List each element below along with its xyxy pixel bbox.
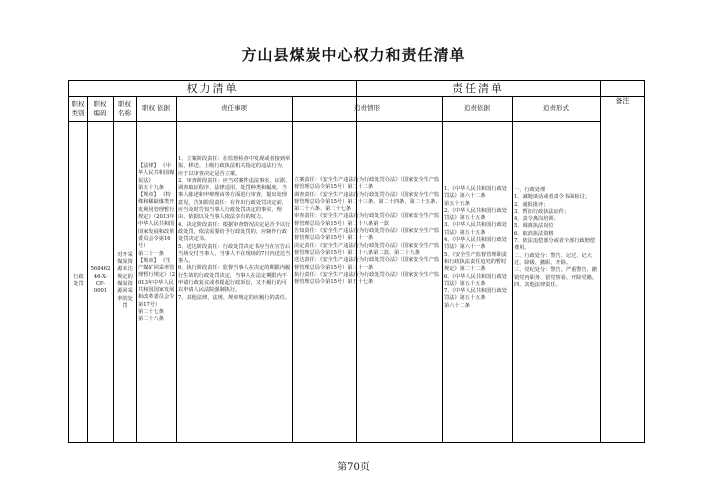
column-header-code: 职权 编码 <box>93 99 107 117</box>
cell-situation: 立案责任：《安全生产违法行为行政处罚办法》（国家安全生产监督管理总局令第15号）第二十二条 调查责任：《安全生产违法行为行政处罚办法》（国家安全生产监督管理总局令第15号）第二十三条、第二十四条、第二十五条、第二十六条、第二十七条 审查责任：《安全生产违法行为行政处罚办法》（国家安全生产监督管理总局令第15号）第二十八条第一款 告知责任：《安全生产违法行为行政处罚办法》（国家安全生产监督管理总局令第15号）第二十一条 决定责任：《安全生产违法行为行政处罚办法》（国家安全生产监督管理总局令第15号）第二十八条第二款、第二十九条 送达责任：《安全生产违法行为行政处罚办法》（国家安全生产监督管理总局令第15号）第三十一条 执行责任：《安全生产违法行为行政处罚办法》（国家安全生产监督管理总局令第15号）第五十七条 <box>294 177 441 286</box>
column-header-form: 追责形式 <box>543 104 569 112</box>
column-header-basis: 职权 依据 <box>141 104 171 112</box>
cell-basis: 【法律】 《中华人民共和国煤炭法》 第五十九条 【规章】 《特殊和稀缺煤类开发利用管理暂行规定》（2013年中华人民共和国国家发展和改革委员会令第16号） 第二十一条 【规章】 《生产煤矿回采率管理暂行规定》（2013年中华人民共和国国家发展和改革委员会令第17号） 第二十七条 第二十八条 <box>138 163 175 323</box>
power-responsibility-table <box>68 80 645 443</box>
column-header-duty: 责任事项 <box>221 104 247 112</box>
cell-form: 一、行政处理 1、减勉谈话或者责令书面检讨； 2、通报批评； 3、暂扣行政执法证件； 4、责令离岗培训； 5、调离执法岗位 6、取消执法资格 7、依法追偿部分或者全部行政赔偿费用。 二、行政处分：警告、记过、记大过、降级、撤职、开除。 三、党纪处分：警告、严重警告、撤销党内职务、留党察看、开除党籍。 四、其他法律责任。 <box>514 187 598 288</box>
cell-code: 568462 46-X- CF- 0001 <box>90 266 111 295</box>
cell-name: 对开采 煤炭资 源未达 规定的 煤炭资 源回采 率的处 罚 <box>117 251 133 309</box>
cell-duty: 1、立案阶段责任：在监督检查中发现或者接到举报、移送、上级行政执法机关指定的违法行为，应于以审查决定是否立案。 2、审查阶段责任：应当对案件违法事实、证据、调查取证程序、法律适用、处罚种类和幅度、当事人陈述和申辩理由等方面进行审查，提出处理意见，告知阶段责任：在作出行政处罚决定前，应当及时告知当事人行政处罚决定的事实、理由、依据以及当事人依法享有的权力。 4、决定阶段责任：根据审查情况决定是否予以行政处罚，依法需要给予行政处罚的，应制作行政处罚决定书。 5、送达阶段责任：行政处罚决定书应当在宣告后当场交付当事人，当事人不在现场的7日内送达当事人。 6、执行阶段责任：监督当事人在决定的期限内履行生效的行政处罚决定，当事人在法定期限内不申请行政复议或者提起行政诉讼，又不履行的可以申请人民法院强制执行。 7、其他法律、法规、规章规定的应履行的责任。 <box>178 156 291 301</box>
responsibility-list-header: 责任清单 <box>452 82 504 95</box>
page-title: 方山县煤炭中心权力和责任清单 <box>241 46 466 64</box>
cell-remark <box>602 123 644 441</box>
column-header-category: 职权 类别 <box>71 99 85 117</box>
cell-accountability-basis: 1、《中华人民共和国行政处罚法》第六十二条 第五十五条 2、《中华人民共和国行政处罚法》第五十五条 3、《中华人民共和国行政处罚法》第五十五条 4、《中华人民共和国行政处罚法》第六十一条 5、《安全生产监督管理职责和行政执法责任追究的暂时规定》第二十二条 6、《中华人民共和国行政处罚法》第五十五条 7、《中华人民共和国行政处罚法》第五十五条 第六十二条 <box>444 186 507 309</box>
column-header-situation: 追责情形 <box>354 104 380 112</box>
column-header-accountability-basis: 追责依据 <box>464 104 490 112</box>
cell-category: 行政 处罚 <box>73 273 84 287</box>
column-header-name: 职权 名称 <box>118 99 131 117</box>
power-list-header: 权力清单 <box>186 82 239 95</box>
remark-header: 备注 <box>615 96 630 105</box>
page-number: 第70页 <box>337 462 370 473</box>
